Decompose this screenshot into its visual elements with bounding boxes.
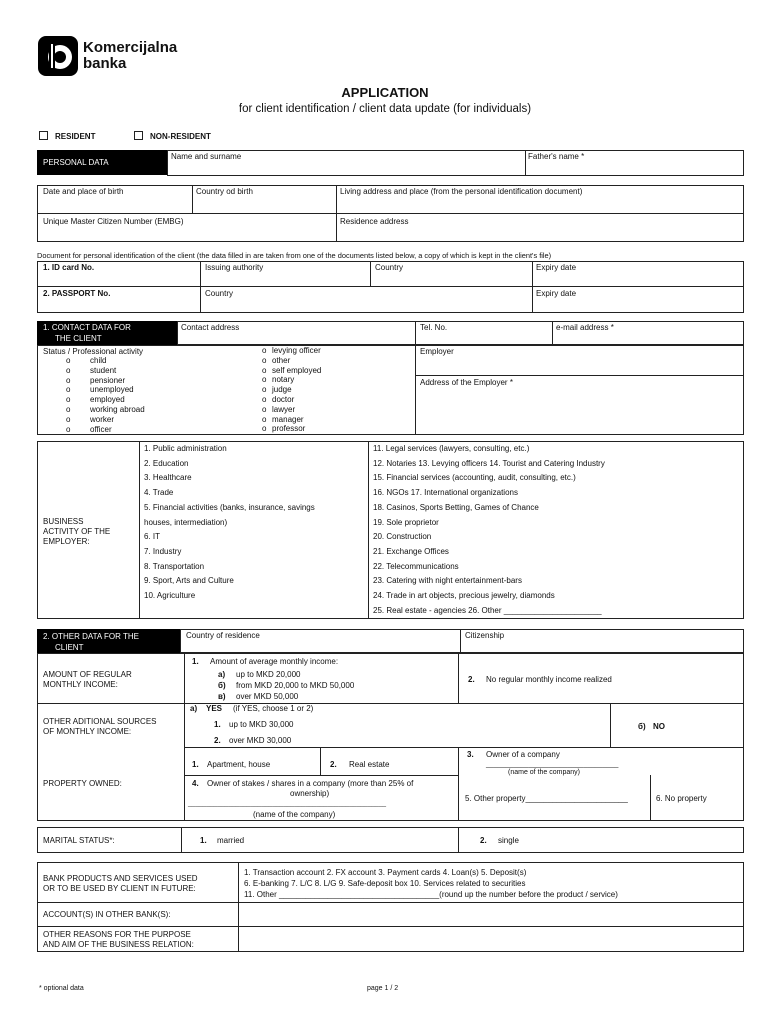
status-right-option[interactable]: manager — [272, 414, 304, 424]
stakes-company-note: (name of the company) — [253, 810, 336, 819]
personal-name-box — [167, 150, 744, 176]
status-right-option[interactable]: lawyer — [272, 404, 296, 414]
status-left-option[interactable]: employed — [90, 395, 125, 405]
marital-label: MARITAL STATUS*: — [43, 836, 115, 845]
products-label-1: BANK PRODUCTS AND SERVICES USED — [43, 874, 198, 883]
other-header-line1: 2. OTHER DATA FOR THE — [43, 632, 140, 641]
status-right-option[interactable]: levying officer — [272, 346, 321, 355]
status-left-option[interactable]: officer — [90, 424, 112, 434]
marital-box — [37, 827, 744, 853]
other-header-line2: CLIENT — [55, 643, 84, 652]
status-right-option[interactable]: judge — [272, 385, 292, 395]
accounts-label: ACCOUNT(S) IN OTHER BANK(S): — [43, 910, 171, 919]
id-card-field[interactable]: 1. ID card No. — [43, 263, 95, 272]
non-resident-label: NON-RESIDENT — [150, 132, 211, 141]
business-left-option[interactable]: 3. Healthcare — [144, 473, 192, 483]
status-right-bullet: o — [262, 385, 267, 395]
logo-line2: banka — [83, 55, 127, 72]
employer-field[interactable]: Employer — [420, 347, 454, 356]
src2-num: 2. — [214, 736, 221, 745]
id-expiry-field[interactable]: Expiry date — [536, 263, 577, 272]
sources-label-2: OF MONTHLY INCOME: — [43, 727, 132, 736]
status-left-bullet: o — [66, 356, 71, 365]
src1-num: 1. — [214, 720, 221, 729]
page-number: page 1 / 2 — [367, 985, 399, 992]
status-right-bullet: o — [262, 375, 267, 385]
status-right-bullet: o — [262, 395, 267, 404]
passport-expiry-field[interactable]: Expiry date — [536, 289, 577, 298]
contact-header-line1: 1. CONTACT DATA FOR — [43, 323, 131, 332]
status-left-option[interactable]: student — [90, 365, 117, 375]
document-note: Document for personal identification of the client (the data filled in are taken from one of the documents listed below, a copy of which is kept in the client's file) — [37, 251, 552, 260]
yes-note: (if YES, choose 1 or 2) — [233, 704, 314, 713]
reasons-label-2: AND AIM OF THE BUSINESS RELATION: — [43, 940, 194, 949]
status-left-bullet: o — [66, 375, 71, 385]
business-left-option[interactable]: 5. Financial activities (banks, insurance, savings — [144, 502, 315, 512]
marital-single[interactable]: single — [498, 836, 519, 845]
status-left-bullet: o — [66, 405, 71, 414]
business-left-option[interactable]: houses, intermediation) — [144, 517, 228, 527]
prop1-num: 1. — [192, 760, 199, 769]
prop4-num: 4. — [192, 779, 199, 788]
status-right-bullet: o — [262, 414, 267, 424]
passport-field[interactable]: 2. PASSPORT No. — [43, 289, 111, 298]
logo-line1: Komercijalna — [83, 39, 178, 56]
business-right-option[interactable]: 16. NGOs 17. International organizations — [373, 488, 518, 498]
income-a-letter: a) — [218, 670, 226, 679]
id-country-field[interactable]: Country — [375, 263, 404, 272]
status-right-option[interactable]: other — [272, 355, 291, 365]
resident-checkbox[interactable] — [39, 131, 48, 140]
non-resident-checkbox[interactable] — [134, 131, 143, 140]
contact-header-line2: THE CLIENT — [55, 334, 102, 343]
business-left-option[interactable]: 9. Sport, Arts and Culture — [144, 576, 234, 586]
no-income-option[interactable]: No regular monthly income realized — [486, 675, 612, 684]
status-right-option[interactable]: professor — [272, 424, 306, 434]
contact-address-field[interactable]: Contact address — [181, 323, 240, 332]
issuing-authority-field[interactable]: Issuing authority — [205, 263, 264, 272]
marital-married[interactable]: married — [217, 836, 245, 845]
business-label-2: ACTIVITY OF THE — [43, 527, 111, 536]
business-left-option[interactable]: 7. Industry — [144, 546, 182, 556]
property-option-4[interactable]: Owner of stakes / shares in a company (more than 25% of — [207, 779, 414, 788]
income-c-letter: в) — [218, 692, 226, 701]
income-question: Amount of average monthly income: — [210, 657, 339, 666]
products-label-2: OR TO BE USED BY CLIENT IN FUTURE: — [43, 884, 196, 893]
no-income-num: 2. — [468, 675, 475, 684]
citizenship-field[interactable]: Citizenship — [465, 631, 505, 640]
income-option-c[interactable]: over MKD 50,000 — [236, 692, 299, 701]
business-label-3: EMPLOYER: — [43, 537, 90, 546]
business-left-option[interactable]: 4. Trade — [144, 488, 174, 498]
status-left-bullet: o — [66, 365, 71, 375]
business-right-option[interactable]: 24. Trade in art objects, precious jewelry, diamonds — [373, 591, 555, 600]
business-right-option[interactable]: 12. Notaries 13. Levying officers 14. Tourist and Catering Industry — [373, 458, 605, 468]
business-right-option[interactable]: 15. Financial services (accounting, audit, consulting, etc.) — [373, 473, 576, 483]
business-label-1: BUSINESS — [43, 517, 84, 526]
page-subtitle: for client identification / client data update (for individuals) — [238, 103, 532, 115]
yes-letter: a) — [190, 704, 198, 713]
income-label-1: AMOUNT OF REGULAR — [43, 670, 132, 679]
business-left-option[interactable]: 10. Agriculture — [144, 591, 196, 600]
business-left-option[interactable]: 8. Transportation — [144, 561, 205, 571]
name-surname-field[interactable]: Name and surname — [171, 152, 242, 161]
status-right-bullet: o — [262, 365, 267, 375]
personal-data-header-label: PERSONAL DATA — [43, 158, 109, 167]
page-title: APPLICATION — [341, 85, 429, 100]
no-letter: б) — [638, 722, 646, 731]
business-right-option[interactable]: 11. Legal services (lawyers, consulting, etc.) — [373, 444, 530, 453]
products-line-1[interactable]: 1. Transaction account 2. FX account 3. Payment cards 4. Loan(s) 5. Deposit(s) — [244, 868, 527, 877]
company-name-blank[interactable]: __________________________________ — [486, 761, 619, 768]
income-box — [37, 653, 744, 821]
date-place-birth-field[interactable]: Date and place of birth — [43, 187, 124, 196]
business-right-option[interactable]: 19. Sole proprietor — [373, 517, 439, 527]
bank-logo — [38, 36, 178, 76]
products-line-2[interactable]: 6. E-banking 7. L/C 8. L/G 9. Safe-deposit box 10. Services related to securities — [244, 879, 526, 888]
property-option-3[interactable]: Owner of a company — [486, 750, 560, 759]
marital-opt1-num: 1. — [200, 836, 207, 845]
business-right-option[interactable]: 25. Real estate - agencies 26. Other ______________________ — [373, 605, 602, 615]
status-left-bullet: o — [66, 414, 71, 424]
business-left-option[interactable]: 1. Public administration — [144, 444, 227, 453]
business-right-option[interactable]: 23. Catering with night entertainment-bars — [373, 576, 522, 586]
status-right-bullet: o — [262, 355, 267, 365]
other-data-box — [180, 629, 744, 653]
property-option-5[interactable]: 5. Other property_______________________ — [465, 794, 628, 803]
embg-field[interactable]: Unique Master Citizen Number (EMBG) — [43, 217, 184, 226]
status-left-option[interactable]: working abroad — [90, 405, 145, 414]
status-left-option[interactable]: unemployed — [90, 385, 134, 395]
country-birth-field[interactable]: Country od birth — [196, 187, 253, 196]
status-label: Status / Professional activity — [43, 347, 144, 356]
business-left-option[interactable]: 2. Education — [144, 458, 189, 468]
email-field[interactable]: e-mail address * — [556, 323, 614, 332]
status-left-option[interactable]: worker — [90, 414, 115, 424]
bank-logo-icon — [38, 36, 78, 76]
tel-field[interactable]: Tel. No. — [420, 323, 448, 332]
residence-address-field[interactable]: Residence address — [340, 217, 409, 226]
sources-yes-option[interactable]: YES — [206, 704, 223, 713]
status-right-option[interactable]: self employed — [272, 365, 322, 375]
income-label-2: MONTHLY INCOME: — [43, 680, 118, 689]
property-option-2[interactable]: Real estate — [349, 760, 390, 769]
country-residence-field[interactable]: Country of residence — [186, 631, 260, 640]
passport-country-field[interactable]: Country — [205, 289, 234, 298]
property-label: PROPERTY OWNED: — [43, 779, 122, 788]
property-option-6[interactable]: 6. No property — [656, 794, 707, 803]
company-name-note: (name of the company) — [508, 769, 580, 776]
resident-label: RESIDENT — [55, 132, 96, 141]
prop2-num: 2. — [330, 760, 337, 769]
status-box — [37, 345, 744, 435]
products-line-3[interactable]: 11. Other ____________________________________(round up the number before the product / service) — [244, 890, 618, 899]
marital-opt2-num: 2. — [480, 836, 487, 845]
reasons-label-1: OTHER REASONS FOR THE PURPOSE — [43, 930, 191, 939]
fathers-name-field[interactable]: Father's name * — [528, 152, 585, 161]
sources-option-2[interactable]: over MKD 30,000 — [229, 736, 292, 745]
status-left-option[interactable]: pensioner — [90, 375, 126, 385]
business-right-option[interactable]: 21. Exchange Offices — [373, 546, 449, 556]
living-address-field[interactable]: Living address and place (from the personal identification document) — [340, 187, 583, 196]
property-option-4-cont: ownership) — [290, 789, 330, 798]
stakes-company-blank[interactable]: ______________________________________________________ — [188, 800, 387, 807]
income-b-letter: б) — [218, 681, 226, 690]
sources-option-1[interactable]: up to MKD 30,000 — [229, 720, 294, 729]
status-left-bullet: o — [66, 395, 71, 405]
status-left-bullet: o — [66, 385, 71, 395]
property-option-1[interactable]: Apartment, house — [207, 760, 271, 769]
optional-data-note: * optional data — [39, 985, 84, 992]
status-left-bullet: o — [66, 424, 71, 434]
sources-label-1: OTHER ADITIONAL SOURCES — [43, 717, 157, 726]
status-right-bullet: o — [262, 404, 267, 414]
income-q-num: 1. — [192, 657, 199, 666]
status-right-option[interactable]: doctor — [272, 395, 295, 404]
contact-box — [177, 321, 744, 345]
business-right-option[interactable]: 18. Casinos, Sports Betting, Games of Chance — [373, 502, 539, 512]
status-left-option[interactable]: child — [90, 356, 107, 365]
income-option-a[interactable]: up to MKD 20,000 — [236, 670, 301, 679]
status-right-bullet: o — [262, 346, 267, 355]
sources-no-option[interactable]: NO — [653, 722, 665, 731]
status-right-option[interactable]: notary — [272, 375, 295, 385]
status-right-bullet: o — [262, 424, 267, 434]
employer-address-field[interactable]: Address of the Employer * — [420, 378, 513, 387]
business-left-option[interactable]: 6. IT — [144, 532, 161, 542]
business-right-option[interactable]: 22. Telecommunications — [373, 561, 459, 571]
income-option-b[interactable]: from MKD 20,000 to MKD 50,000 — [236, 681, 355, 690]
business-right-option[interactable]: 20. Construction — [373, 532, 432, 542]
prop3-num: 3. — [467, 750, 474, 759]
